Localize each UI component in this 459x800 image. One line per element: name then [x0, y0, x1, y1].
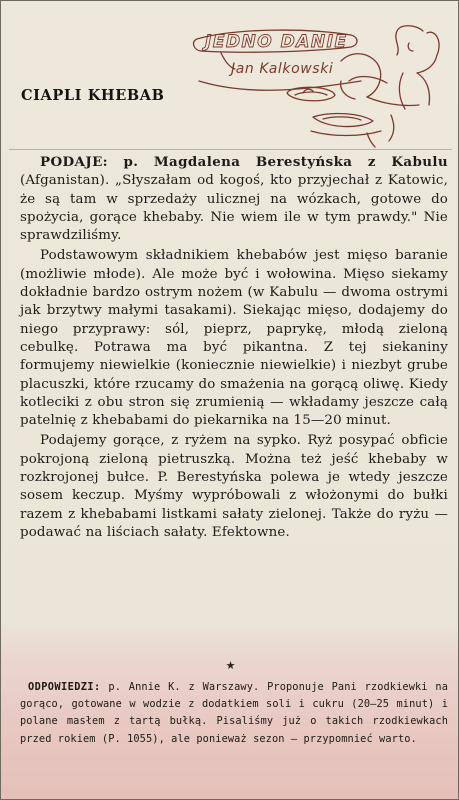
answers-label: ODPOWIEDZI:	[28, 681, 101, 693]
article-paragraph-3: Podajemy gorące, z ryżem na sypko. Ryż posypać obficie pokrojoną zieloną pietruszką. Można też jeść khebaby w rozkrojonej bułce. P. Berestyńska polewa je wtedy jeszcze sosem keczup. Myśmy wypróbowali z włożonymi do bułki razem z khebabami listkami sałaty zielonej. Także do ryżu — podawać na liściach sałaty. Efektowne.	[20, 433, 448, 540]
answers-text: p. Annie K. z Warszawy. Proponuje Pani rzodkiewki na gorąco, gotowane w wodzie z dodatkiem soli i cukru (20—25 minut) i polane masłem z tartą bułką. Pisaliśmy już o takich rzodkiewkach przed rokiem (P. 1055), ale ponieważ sezon — przypomnieć warto.	[20, 681, 448, 745]
section-separator-star: ★	[225, 659, 236, 672]
header-divider	[9, 149, 452, 150]
column-masthead	[191, 21, 456, 151]
masthead-title-line1: JEDNO DANIE	[205, 32, 348, 52]
article-body	[20, 153, 448, 542]
article-paragraph-intro	[20, 153, 448, 245]
recipe-headline: CIAPLI KHEBAB	[21, 87, 165, 104]
answers-paragraph	[20, 679, 448, 748]
column-header	[1, 1, 459, 151]
answers-section	[20, 679, 448, 748]
masthead-illustration	[191, 21, 456, 151]
intro-label: PODAJE: p. Magdalena Berestyńska z Kabulu	[40, 154, 448, 170]
masthead-author: Jan Kalkowski	[231, 61, 334, 77]
article-paragraph-2: Podstawowym składnikiem khebabów jest mięso baranie (możliwie młode). Ale może być i wołowina. Mięso siekamy dokładnie bardzo ostrym nożem (w Kabulu — dwoma ostrymi jak brzytwy małymi tasakami). Siekając mięso, dodajemy do niego przyprawy: sól, pieprz, paprykę, młodą zieloną cebulkę. Potrawa ma być pikantna. Z tej siekaniny formujemy niewielkie (koniecznie niewielkie) i niezbyt grube placuszki, które rzucamy do smażenia na gorącą oliwę. Kiedy kotleciki z obu stron się zrumienią — wkładamy jeszcze całą patelnię z khebabami do piekarnika na 15—20 minut.	[20, 248, 448, 429]
intro-text: (Afganistan). „Słyszałam od kogoś, kto przyjechał z Katowic, że są tam w sprzedaży ulicznej na wózkach, gotowe do spożycia, gorące khebaby. Nie wiem ile w tym prawdy." Nie sprawdziliśmy.	[20, 173, 448, 244]
